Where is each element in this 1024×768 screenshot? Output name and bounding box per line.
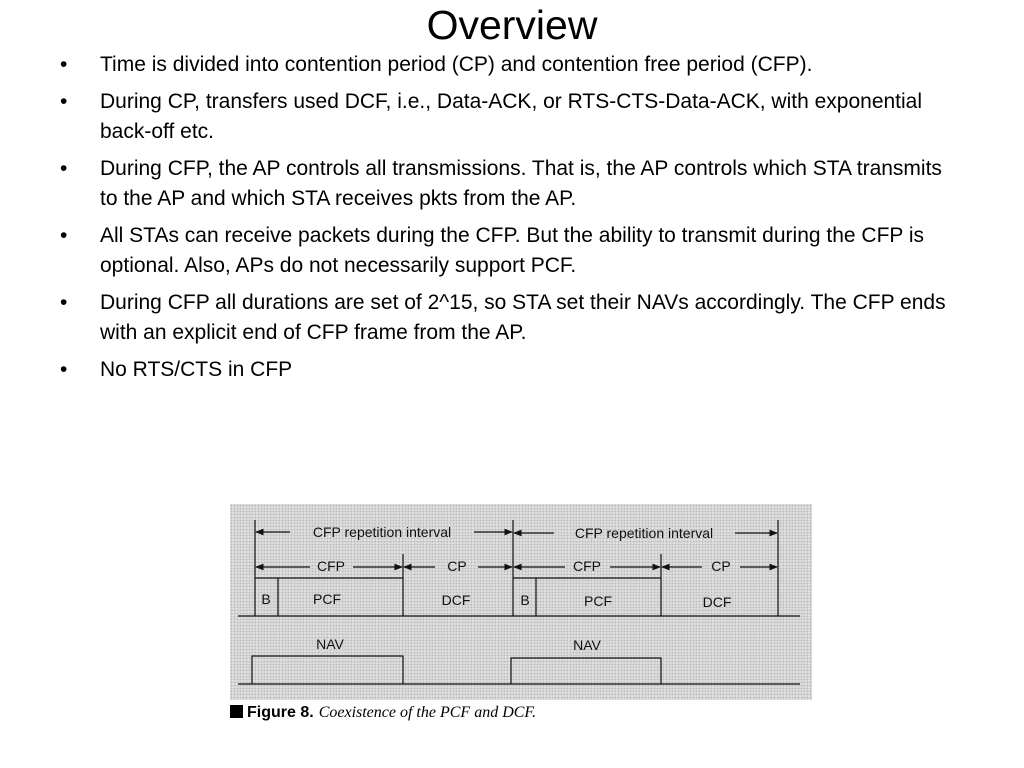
bullet-text: Time is divided into contention period (CP) and contention free period (CFP).	[100, 53, 813, 76]
bullet-text: No RTS/CTS in CFP	[100, 358, 293, 381]
cp-label: CP	[447, 558, 467, 574]
pcf-label: PCF	[584, 593, 612, 609]
bullet-item	[58, 288, 958, 348]
slide-title: Overview	[426, 2, 598, 48]
dcf-label: DCF	[441, 592, 471, 608]
timing-diagram	[230, 504, 812, 700]
timing-figure	[230, 504, 812, 726]
cfp-label: CFP	[573, 558, 601, 574]
cp-label: CP	[711, 558, 731, 574]
caption-square-icon	[230, 705, 243, 718]
bullet-dot: •	[60, 53, 68, 76]
bullet-item	[58, 221, 958, 281]
nav-label: NAV	[316, 636, 344, 652]
caption-number: Figure 8.	[247, 704, 314, 721]
pcf-label: PCF	[313, 591, 341, 607]
bullet-item	[58, 355, 958, 385]
rep-interval-label: CFP repetition interval	[312, 524, 452, 540]
rep-interval-label: CFP repetition interval	[574, 525, 714, 541]
bullet-text: All STAs can receive packets during the CFP. But the ability to transmit during the CFP is optional. Also, APs do not necessarily support PCF.	[100, 224, 925, 277]
bullet-text: During CP, transfers used DCF, i.e., Data-ACK, or RTS-CTS-Data-ACK, with exponential back-off etc.	[100, 90, 923, 143]
cfp-label: CFP	[317, 558, 345, 574]
beacon-label: B	[520, 592, 530, 608]
bullet-item	[58, 87, 958, 147]
bullet-dot: •	[60, 224, 68, 247]
caption-text: Coexistence of the PCF and DCF.	[318, 704, 537, 721]
nav-label: NAV	[573, 637, 601, 653]
bullet-dot: •	[60, 90, 68, 113]
dcf-label: DCF	[702, 594, 732, 610]
bullet-item	[58, 50, 958, 80]
beacon-label: B	[261, 591, 271, 607]
bullet-dot: •	[60, 157, 68, 180]
timing-diagram-svg	[230, 504, 812, 700]
figure-caption	[230, 702, 536, 724]
bullet-dot: •	[60, 358, 68, 381]
bullet-item	[58, 154, 958, 214]
nav-1-pulse	[252, 656, 403, 684]
bullet-text: During CFP all durations are set of 2^15, so STA set their NAVs accordingly. The CFP ends with an explicit end of CFP frame from the AP.	[100, 291, 946, 344]
bullet-list	[58, 50, 958, 392]
nav-2-pulse	[511, 658, 661, 684]
bullet-dot: •	[60, 291, 68, 314]
bullet-text: During CFP, the AP controls all transmissions. That is, the AP controls which STA transmits to the AP and which STA receives pkts from the AP.	[100, 157, 942, 210]
